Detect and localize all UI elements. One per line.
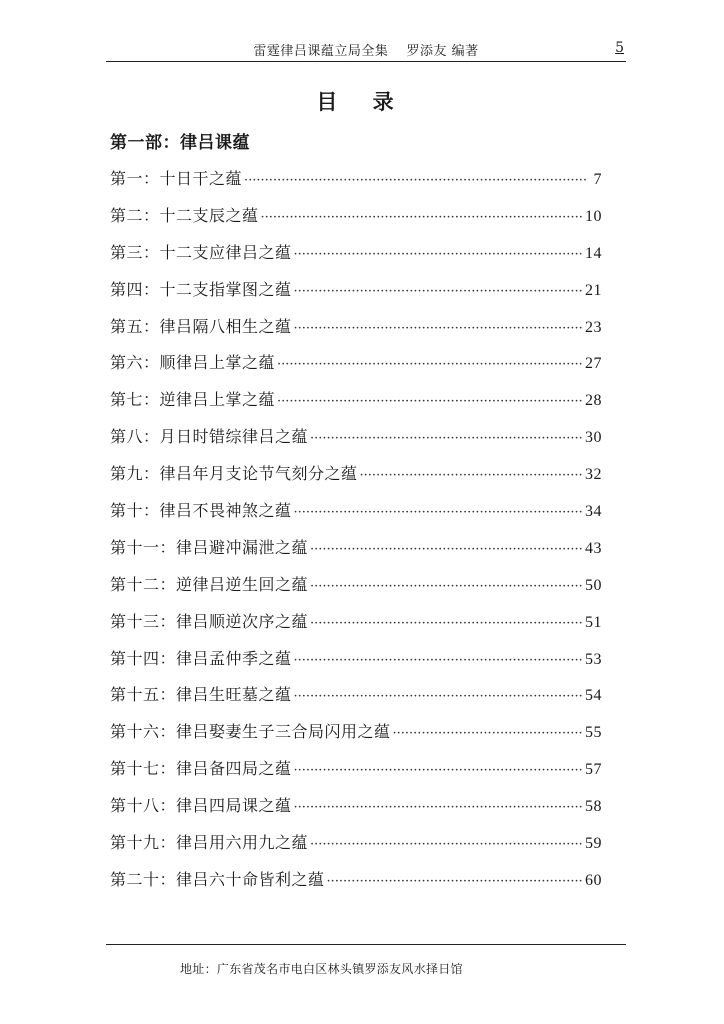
dot-leader: [310, 542, 583, 557]
toc-entry-label: 第八：月日时错综律吕之蕴: [110, 427, 309, 447]
toc-entry-label: 第十：律吕不畏神煞之蕴: [110, 501, 292, 521]
dot-leader: [294, 505, 583, 520]
toc-entry[interactable]: [110, 277, 602, 314]
toc-entry-page: 30: [585, 429, 602, 447]
toc-entry-page: 7: [593, 171, 602, 188]
toc-entry[interactable]: [110, 646, 602, 683]
toc-entry-label: 第十八：律吕四局课之蕴: [110, 796, 292, 816]
dot-leader: [294, 653, 583, 668]
toc-entry-page: 54: [585, 687, 602, 705]
dot-leader: [327, 874, 583, 889]
toc-entry-page: 23: [585, 318, 602, 336]
toc-entry-label: 第十一：律吕避冲漏泄之蕴: [110, 537, 309, 557]
toc-entry-label: 第二十：律吕六十命皆利之蕴: [110, 869, 325, 889]
toc-entry[interactable]: [110, 682, 602, 719]
toc-entry[interactable]: [110, 793, 602, 830]
toc-entry[interactable]: [110, 461, 602, 498]
page-number: 5: [615, 40, 624, 56]
toc-entry[interactable]: [110, 240, 602, 277]
footer-divider: [106, 944, 626, 945]
toc-entry-page: 58: [585, 798, 602, 816]
toc-entry-label: 第三：十二支应律吕之蕴: [110, 242, 292, 262]
toc-entry-page: 59: [585, 835, 602, 853]
toc-entry-label: 第十二：逆律吕逆生回之蕴: [110, 574, 309, 594]
toc-entry-page: 34: [585, 503, 602, 521]
section-heading: 第一部：律吕课蕴: [110, 133, 250, 153]
toc-entry-page: 53: [585, 650, 602, 668]
toc-entry[interactable]: [110, 387, 602, 424]
toc-entry-page: 28: [585, 392, 602, 410]
toc-entry-label: 第一：十日干之蕴: [110, 169, 243, 188]
toc-entry-label: 第九：律吕年月支论节气刻分之蕴: [110, 464, 358, 484]
running-header: [106, 40, 626, 62]
toc-entry-label: 第十九：律吕用六用九之蕴: [110, 833, 309, 853]
toc-entry-label: 第四：十二支指掌图之蕴: [110, 279, 292, 299]
dot-leader: [360, 468, 583, 483]
toc-entry-label: 第七：逆律吕上掌之蕴: [110, 390, 276, 410]
toc-entry-page: 50: [585, 576, 602, 594]
toc-entry[interactable]: [110, 867, 602, 904]
toc-entry-label: 第六：顺律吕上掌之蕴: [110, 353, 276, 373]
toc-entry-label: 第五：律吕隔八相生之蕴: [110, 316, 292, 336]
dot-leader: [294, 689, 583, 704]
toc-entry[interactable]: [110, 166, 602, 203]
book-title: 雷霆律吕课蕴立局全集: [253, 44, 389, 59]
toc-list: [110, 166, 602, 904]
dot-leader: [244, 173, 586, 188]
toc-entry-page: 43: [585, 539, 602, 557]
dot-leader: [393, 726, 583, 741]
toc-entry-label: 第十七：律吕备四局之蕴: [110, 759, 292, 779]
toc-entry[interactable]: [110, 830, 602, 867]
toc-entry-page: 57: [585, 761, 602, 779]
header-divider: [106, 61, 626, 62]
toc-entry-page: 21: [585, 281, 602, 299]
toc-entry[interactable]: [110, 535, 602, 572]
dot-leader: [277, 357, 583, 372]
toc-entry-page: 60: [585, 871, 602, 889]
toc-entry[interactable]: [110, 314, 602, 351]
toc-entry-label: 第十五：律吕生旺墓之蕴: [110, 685, 292, 705]
dot-leader: [261, 210, 583, 225]
toc-entry[interactable]: [110, 572, 602, 609]
toc-entry[interactable]: [110, 498, 602, 535]
toc-entry-page: 27: [585, 355, 602, 373]
toc-entry[interactable]: [110, 350, 602, 387]
toc-entry-page: 32: [585, 466, 602, 484]
toc-entry[interactable]: [110, 609, 602, 646]
toc-entry-label: 第十四：律吕孟仲季之蕴: [110, 648, 292, 668]
toc-title: 目 录: [316, 89, 408, 114]
dot-leader: [310, 616, 583, 631]
toc-entry[interactable]: [110, 424, 602, 461]
dot-leader: [310, 579, 583, 594]
author-credit: 罗添友 编著: [406, 44, 479, 59]
toc-entry[interactable]: [110, 756, 602, 793]
dot-leader: [294, 800, 583, 815]
dot-leader: [310, 837, 583, 852]
footer-address: 地址：广东省茂名市电白区林头镇罗添友风水择日馆: [180, 962, 463, 976]
toc-entry-page: 10: [585, 207, 602, 225]
toc-entry-page: 55: [585, 724, 602, 742]
dot-leader: [294, 321, 583, 336]
toc-entry[interactable]: [110, 203, 602, 240]
toc-entry-label: 第二：十二支辰之蕴: [110, 205, 259, 225]
toc-entry-page: 14: [585, 244, 602, 262]
dot-leader: [294, 284, 583, 299]
dot-leader: [294, 763, 583, 778]
dot-leader: [277, 394, 583, 409]
toc-entry[interactable]: [110, 719, 602, 756]
dot-leader: [310, 431, 583, 446]
toc-entry-label: 第十三：律吕顺逆次序之蕴: [110, 611, 309, 631]
toc-entry-label: 第十六：律吕娶妻生子三合局闪用之蕴: [110, 722, 391, 742]
dot-leader: [294, 247, 583, 262]
toc-entry-page: 51: [585, 613, 602, 631]
